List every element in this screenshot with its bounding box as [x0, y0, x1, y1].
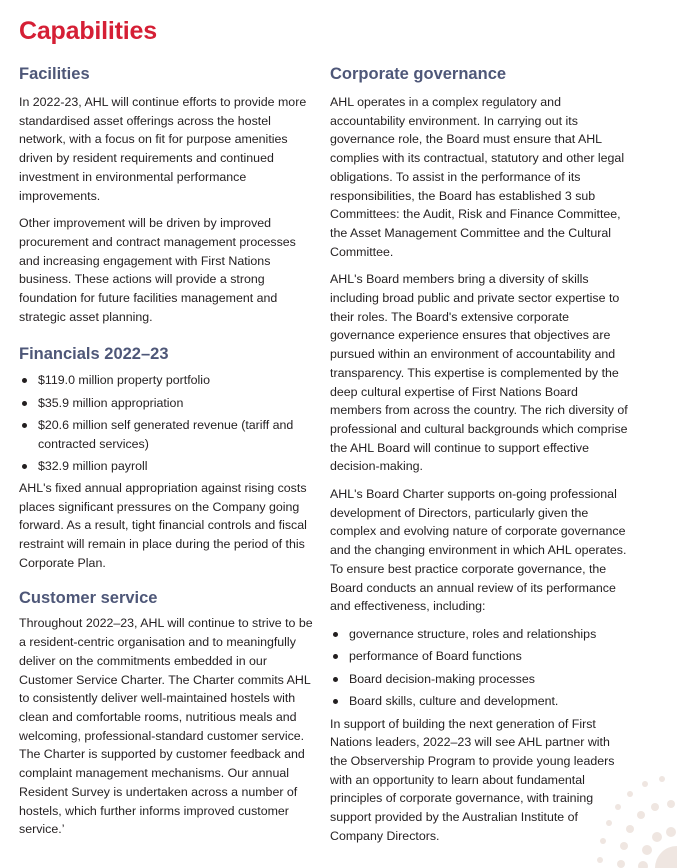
- financials-list: [19, 371, 319, 475]
- governance-review-item: governance structure, roles and relationships: [330, 625, 628, 644]
- facilities-section: [19, 63, 319, 326]
- governance-paragraph-1: AHL operates in a complex regulatory and accountability environment. In carrying out its governance role, the Board must ensure that AHL complies with its contractual, statutory and other legal obligations. To assist in the performance of its responsibilities, the Board has established 3 sub Committees: the Audit, Risk and Finance Committee, the Asset Management Committee and the Cultural Committee.: [330, 95, 625, 259]
- financials-item: $32.9 million payroll: [19, 457, 319, 476]
- page-title: Capabilities: [19, 17, 157, 45]
- governance-review-item: performance of Board functions: [330, 647, 628, 666]
- corporate-governance-heading: Corporate governance: [330, 65, 507, 83]
- customer-service-section: [19, 587, 319, 838]
- left-column: [19, 63, 319, 839]
- governance-review-item: Board skills, culture and development.: [330, 692, 628, 711]
- facilities-paragraph-1: In 2022-23, AHL will continue efforts to provide more standardised asset offerings across the hostel network, with a focus on fit for purpose amenities driven by resident requirements and continued investment in environmental performance improvements.: [19, 95, 307, 203]
- financials-item: $119.0 million property portfolio: [19, 371, 319, 390]
- customer-service-paragraph: Throughout 2022–23, AHL will continue to strive to be a resident-centric organisation and to meaningfully deliver on the commitments embedded in our Customer Service Charter. The Charter commits AHL to consistently deliver well-maintained hostels with clean and comfortable rooms, nutritious meals and welcoming, professional-standard customer service. The Charter is supported by customer feedback and complaint management mechanisms. Our annual Resident Survey is undertaken across a number of hostels, which further informs improved customer service.’: [19, 616, 313, 837]
- financials-paragraph: AHL's fixed annual appropriation against rising costs places significant pressures on the Company going forward. As a result, tight financial controls and fiscal restraint will remain in place during the period of this Corporate Plan.: [19, 480, 307, 570]
- financials-item: $35.9 million appropriation: [19, 394, 319, 413]
- dot-pattern-decoration: [557, 748, 677, 868]
- customer-service-heading: Customer service: [19, 589, 158, 608]
- governance-paragraph-2: AHL's Board members bring a diversity of skills including broad public and private sector expertise to their roles. The Board's extensive corporate governance experience ensures that objectives are pursued within an environment of accountability and transparency. This expertise is complemented by the deep cultural expertise of First Nations Board members from across the country. The rich diversity of professional and cultural backgrounds which comprise the AHL Board will continue to support effective decision-making.: [330, 272, 628, 474]
- governance-paragraph-3: AHL's Board Charter supports on-going professional development of Directors, particularly given the complex and evolving nature of corporate governance and the changing environment in which AHL operates. To ensure best practice corporate governance, the Board conducts an annual review of its performance and effectiveness, including:: [330, 487, 627, 614]
- corporate-governance-section: [330, 63, 628, 846]
- financials-heading: Financials 2022–23: [19, 345, 169, 364]
- right-column: [330, 63, 628, 846]
- facilities-heading: Facilities: [19, 65, 90, 83]
- governance-review-list: [330, 625, 628, 711]
- governance-closing-paragraph: In support of building the next generation of First Nations leaders, 2022–23 will see AHL partner with the Observership Program to provide young leaders with an opportunity to learn about fundamental principles of corporate governance, with training support provided by the Australian Institute of Company Directors.: [330, 716, 615, 843]
- financials-section: [19, 343, 319, 572]
- governance-review-item: Board decision-making processes: [330, 670, 628, 689]
- facilities-paragraph-2: Other improvement will be driven by improved procurement and contract management processes and increasing engagement with First Nations business. These actions will provide a strong foundation for future facilities management and strategic asset planning.: [19, 216, 296, 324]
- financials-item: $20.6 million self generated revenue (tariff and contracted services): [19, 416, 319, 453]
